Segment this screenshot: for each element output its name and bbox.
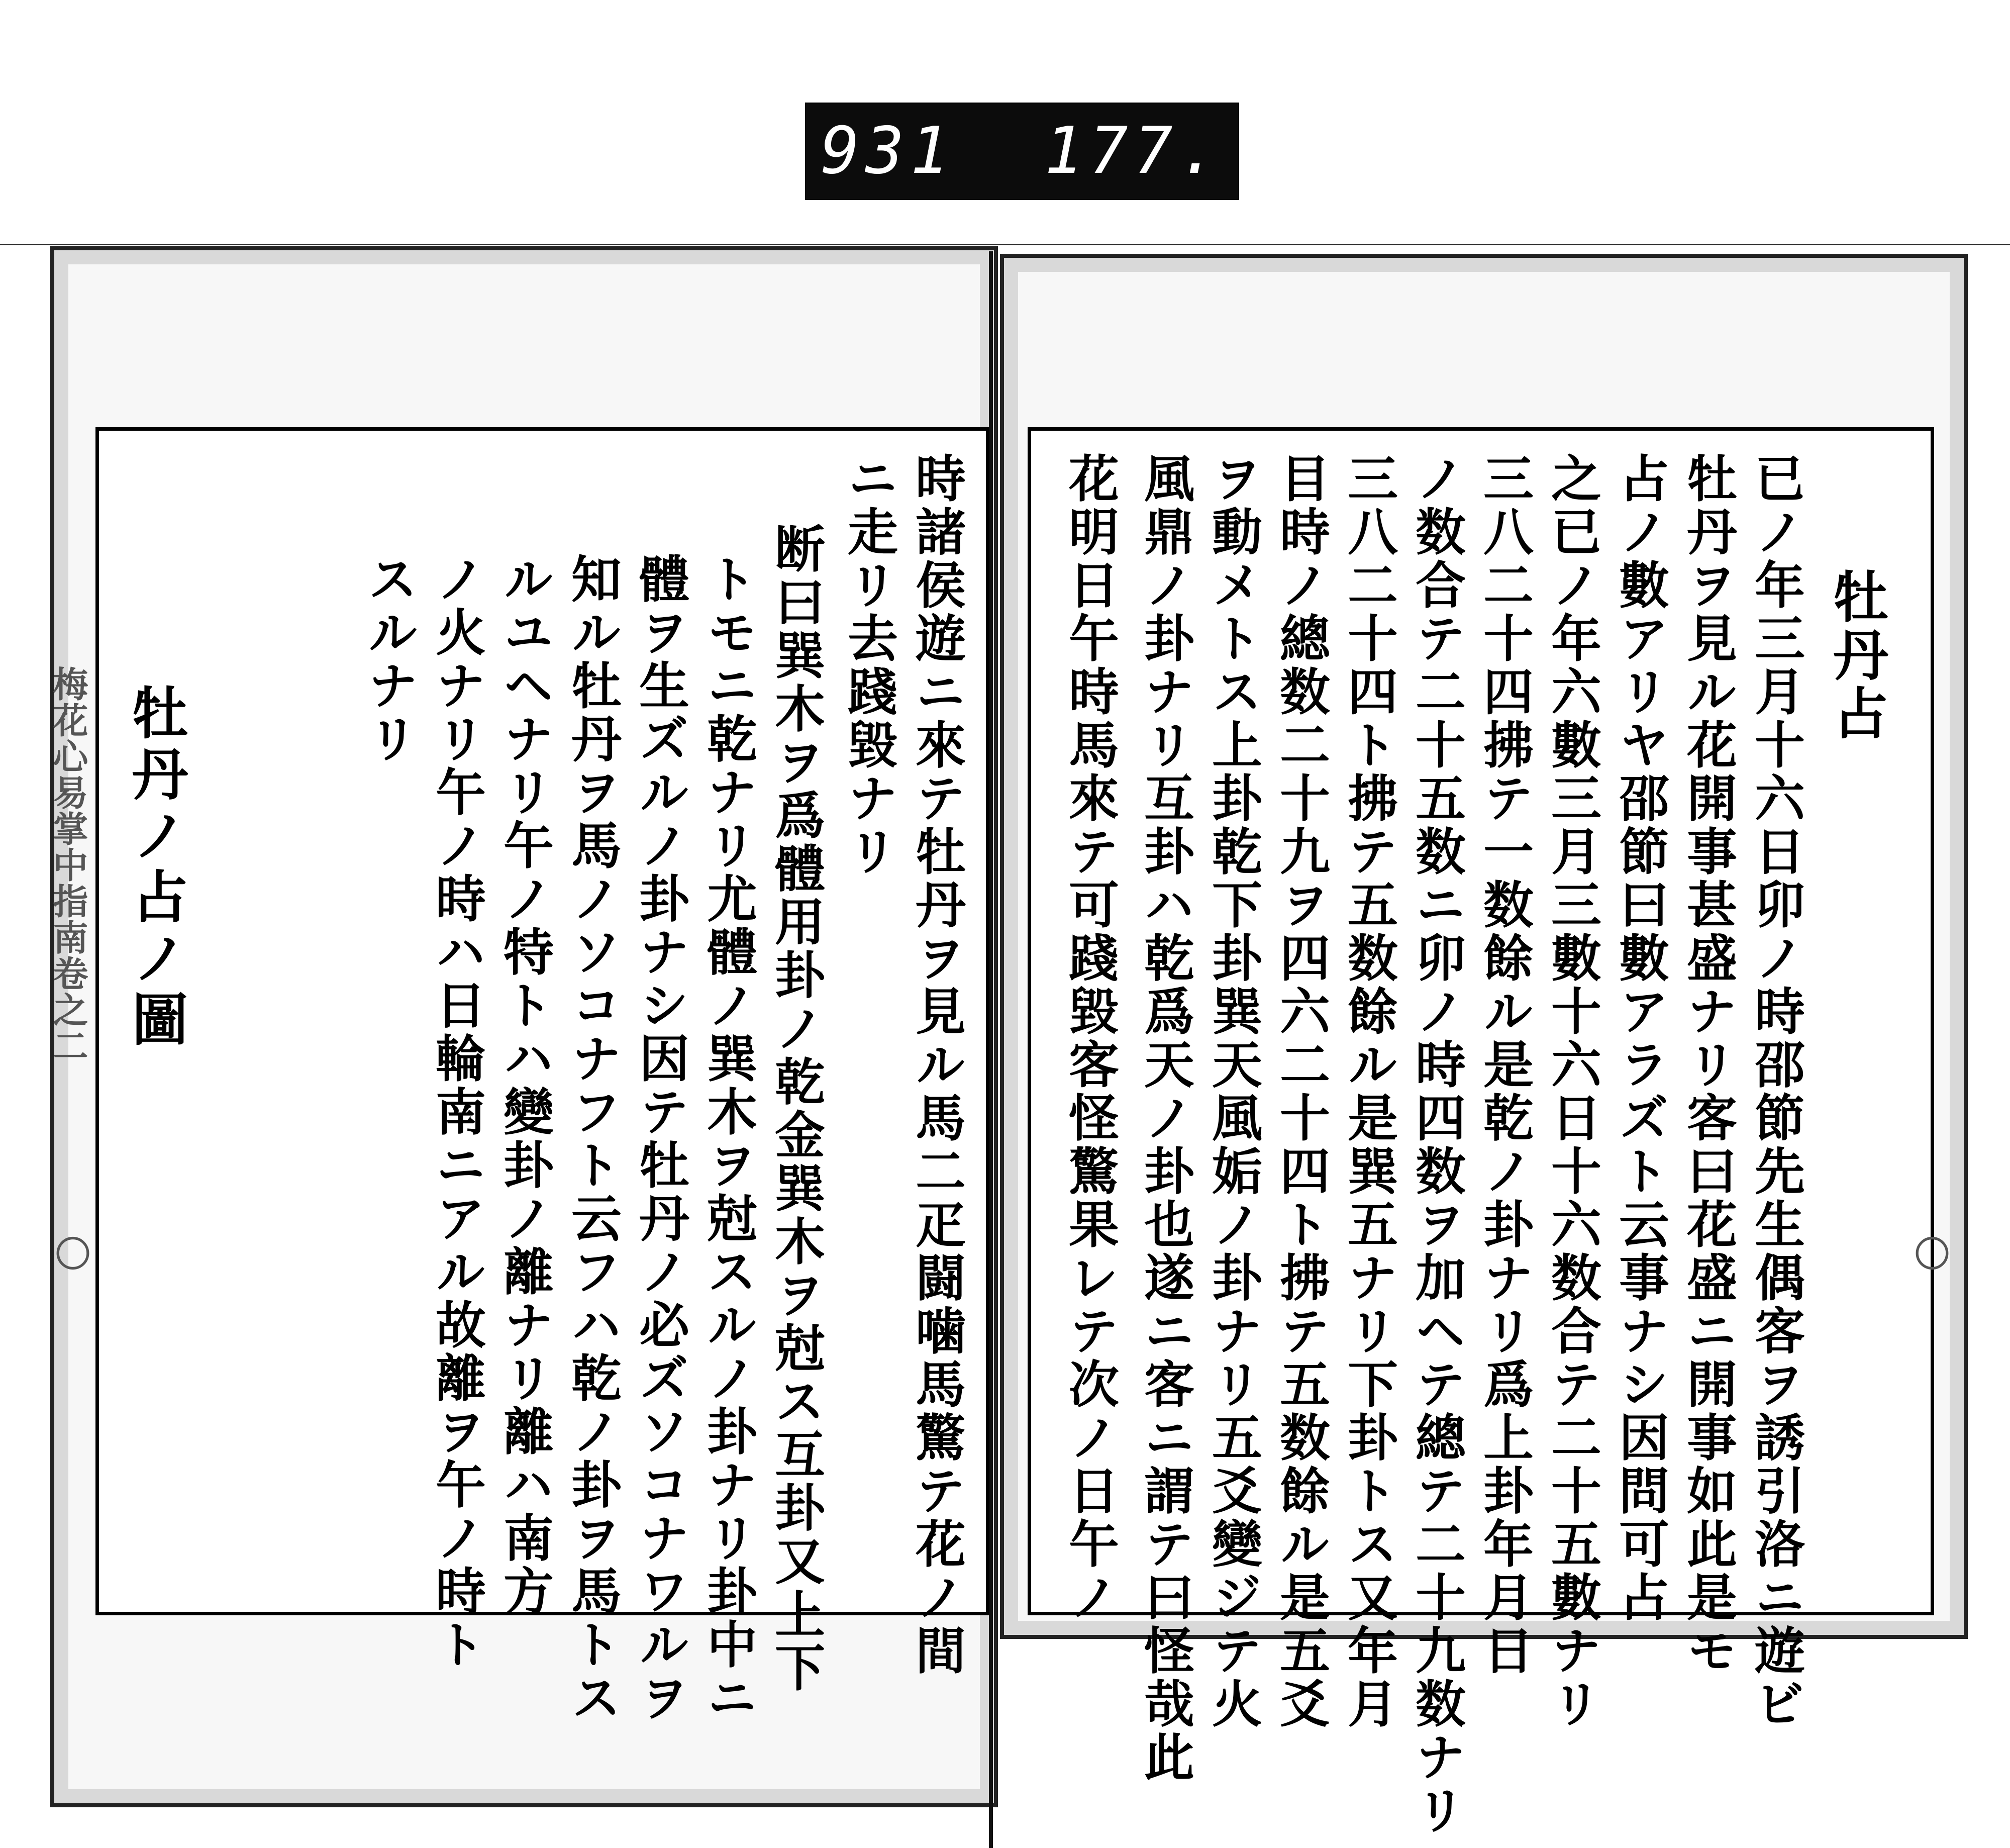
text-column: 三八二十四拂テ一数餘ル是乾ノ卦ナリ爲上卦年月日 <box>1475 452 1534 1678</box>
page-edge-title: 梅花心易掌中指南卷之二 <box>47 666 89 1064</box>
text-column: ヲ動メトス上卦乾下卦巽天風姤ノ卦ナリ五爻變ジテ火 <box>1203 452 1263 1731</box>
text-column: 體ヲ生ズルノ卦ナシ因テ牡丹ノ必ズソコナワルヲ <box>631 553 690 1725</box>
text-column: 知ル牡丹ヲ馬ノソコナフト云フハ乾ノ卦ヲ馬トス <box>563 553 622 1725</box>
left-edge-mark: 〇 <box>55 1233 90 1275</box>
text-column: 牡丹ヲ見ル花開事甚盛ナリ客曰花盛ニ開事如此是モ <box>1678 452 1738 1678</box>
text-column: ノ火ナリ午ノ時ハ日輪南ニアル故離ヲ午ノ時ト <box>427 553 486 1672</box>
section-title: 牡丹占 <box>1824 568 1889 743</box>
text-column: 断曰巽木ヲ爲體用卦ノ乾金巽木ヲ尅ス互卦又上下 <box>766 523 826 1695</box>
text-column: 之已ノ年六數三月三數十六日十六数合テ二十五數ナリ <box>1543 452 1602 1731</box>
text-column: 三八二十四ト拂テ五数餘ル是巽五ナリ下卦トス又年月 <box>1339 452 1398 1731</box>
top-rule <box>0 244 2010 245</box>
text-column: 占ノ數アリヤ邵節曰數アラズト云事ナシ因問可占 <box>1611 452 1670 1624</box>
text-column: ルユヘナリ午ノ特トハ變卦ノ離ナリ離ハ南方 <box>495 553 554 1618</box>
text-column: 花明日午時馬來テ可踐毀客怪驚果レテ次ノ日午ノ <box>1060 452 1120 1624</box>
text-column: ニ走リ去踐毀ナリ <box>839 452 898 879</box>
text-column: トモニ乾ナリ尤體ノ巽木ヲ尅スルノ卦ナリ卦中ニ <box>698 553 758 1725</box>
catalog-label: 931 177. <box>805 103 1239 200</box>
right-edge-mark: 〇 <box>1915 1233 1950 1275</box>
text-column: 時諸侯遊ニ來テ牡丹ヲ見ル馬二疋闘噛馬驚テ花ノ間 <box>907 452 966 1678</box>
book-fold-line <box>989 251 993 1848</box>
text-column: 目時ノ總数二十九ヲ四六二十四ト拂テ五数餘ル是五爻 <box>1271 452 1331 1731</box>
text-column: 已ノ年三月十六日卯ノ時邵節先生偶客ヲ誘引洛ニ遊ビ <box>1746 452 1805 1731</box>
figure-title: 牡丹ノ占ノ圖 <box>123 684 188 1051</box>
text-column: 風鼎ノ卦ナリ互卦ハ乾爲天ノ卦也遂ニ客ニ謂テ曰怪哉此 <box>1136 452 1195 1784</box>
text-column: スルナリ <box>359 553 419 766</box>
text-column: ノ数合テ二十五数ニ卯ノ時四数ヲ加ヘテ總テ二十九数ナリ <box>1407 452 1466 1837</box>
